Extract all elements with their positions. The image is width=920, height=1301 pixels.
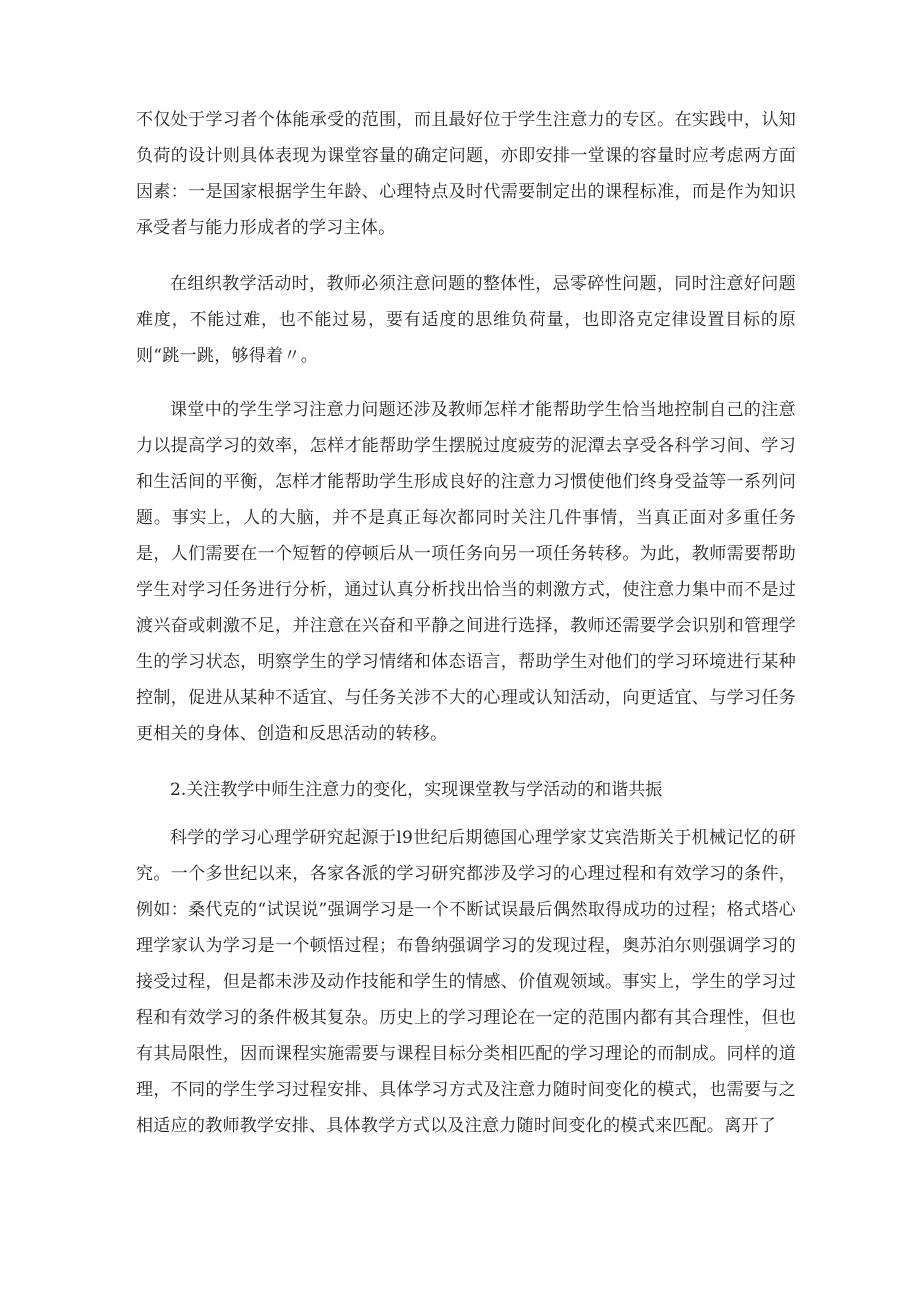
paragraph-question-design: 在组织教学活动时，教师必须注意问题的整体性，忌零碎性问题，同时注意好问题难度，不能过难，也不能过易，要有适度的思维负荷量，也即洛克定律设置目标的原则“跳一跳，够得着〃。 <box>136 274 796 366</box>
section-heading: 2.关注教学中师生注意力的变化，实现课堂教与学活动的和谐共振 <box>170 780 663 800</box>
paragraph-learning-psychology: 科学的学习心理学研究起源于l9世纪后期德国心理学家艾宾浩斯关于机械记忆的研究。一个多世纪以来，各家各派的学习研究都涉及学习的心理过程和有效学习的条件，例如：桑代克的“试误说”强调学习是一个不断试误最后偶然取得成功的过程；格式塔心理学家认为学习是一个顿悟过程；布鲁纳强调学习的发现过程，奥苏泊尔则强调学习的接受过程，但是都未涉及动作技能和学生的情感、价值观领域。事实上，学生的学习过程和有效学习的条件极其复杂。历史上的学习理论在一定的范围内都有其合理性，但也有其局限性，因而课程实施需要与课程目标分类相匹配的学习理论的而制成。同样的道理，不同的学生学习过程安排、具体学习方式及注意力随时间变化的模式，也需要与之相适应的教师教学安排、具体教学方式以及注意力随时间变化的模式来匹配。离开了 <box>136 828 796 1136</box>
paragraph-cognitive-load: 不仅处于学习者个体能承受的范围，而且最好位于学生注意力的专区。在实践中，认知负荷的设计则具体表现为课堂容量的确定问题，亦即安排一堂课的容量时应考虑两方面因素：一是国家根据学生年龄、心理特点及时代需要制定出的课程标准，而是作为知识承受者与能力形成者的学习主体。 <box>136 110 796 238</box>
paragraph-attention-control: 课堂中的学生学习注意力问题还涉及教师怎样才能帮助学生恰当地控制自己的注意力以提高学习的效率，怎样才能帮助学生摆脱过度疲劳的泥潭去享受各科学习间、学习和生活间的平衡，怎样才能帮助学生形成良好的注意力习惯使他们终身受益等一系列问题。事实上，人的大脑，并不是真正每次都同时关注几件事情，当真正面对多重任务是，人们需要在一个短暂的停顿后从一项任务向另一项任务转移。为此，教师需要帮助学生对学习任务进行分析，通过认真分析找出恰当的刺激方式，使注意力集中而不是过渡兴奋或刺激不足，并注意在兴奋和平静之间进行选择，教师还需要学会识别和管理学生的学习状态，明察学生的学习情绪和体态语言，帮助学生对他们的学习环境进行某种控制，促进从某种不适宜、与任务关涉不大的心理或认知活动，向更适宜、与学习任务更相关的身体、创造和反思活动的转移。 <box>136 400 796 744</box>
